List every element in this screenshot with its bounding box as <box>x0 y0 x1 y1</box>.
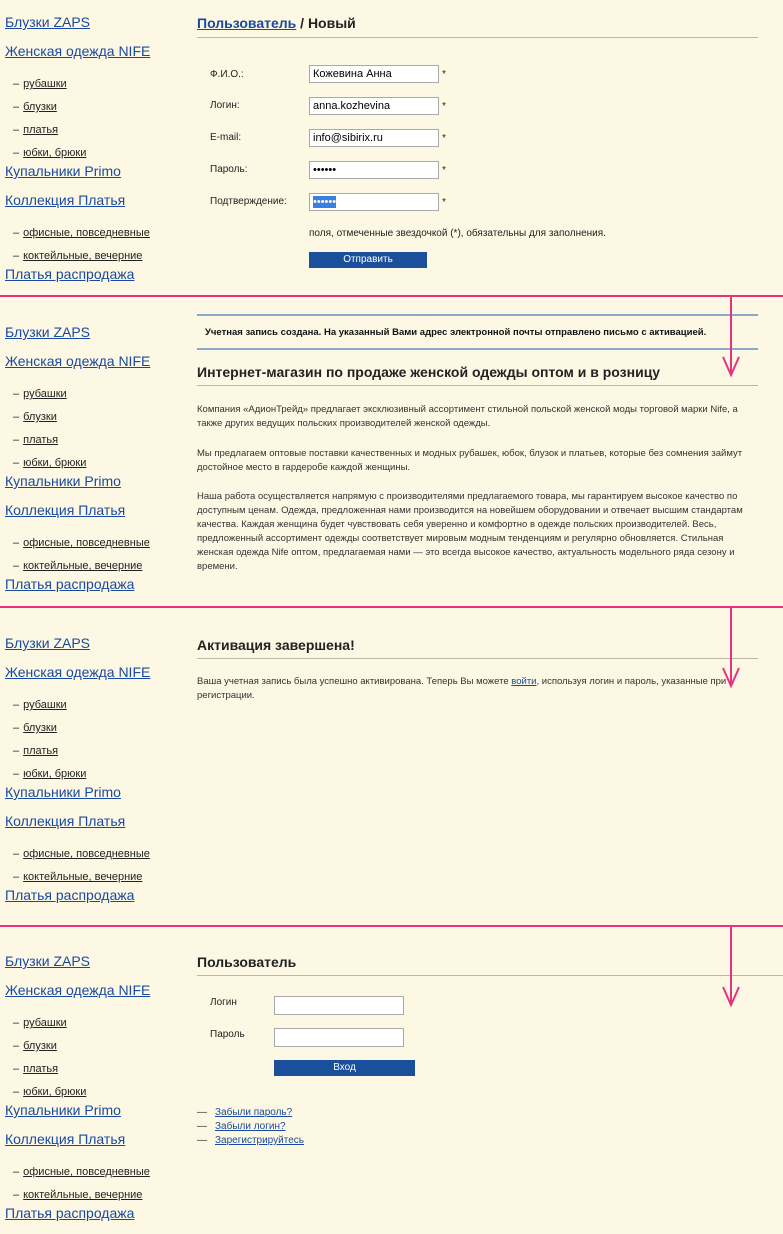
sidebar-sub-platya[interactable]: платья <box>23 434 59 446</box>
sidebar-category-bluzki-zaps[interactable]: Блузки ZAPS <box>5 324 91 340</box>
content-paragraph: Мы предлагаем оптовые поставки качественных и модных рубашек, юбок, блузок и платьев, которые без сомнения займут достойное место в гардеробе каждой женщины. <box>197 448 743 473</box>
login-button[interactable]: Вход <box>274 1060 415 1076</box>
section-separator <box>0 606 783 608</box>
sidebar-sub-bluzki[interactable]: блузки <box>23 411 57 423</box>
forgot-password-item: — Забыли пароль? <box>197 1107 293 1118</box>
sidebar-category-bluzki-zaps[interactable]: Блузки ZAPS <box>5 14 91 30</box>
sidebar-category-nife[interactable]: Женская одежда NIFE <box>5 43 151 59</box>
sidebar-sub-item: – коктейльные, вечерние <box>13 1189 143 1201</box>
password-field[interactable] <box>274 1028 404 1047</box>
title-divider <box>197 658 758 659</box>
sidebar-sub-item: – рубашки <box>13 78 67 90</box>
fio-field[interactable] <box>309 65 439 83</box>
sidebar-sub-platya[interactable]: платья <box>23 124 59 136</box>
sidebar-category-dresses[interactable]: Коллекция Платья <box>5 813 126 829</box>
sidebar-sub-item: – юбки, брюки <box>13 457 87 469</box>
sidebar-sub-item: – блузки <box>13 1040 57 1052</box>
required-star: * <box>442 133 446 144</box>
sidebar-category-sale[interactable]: Платья распродажа <box>5 1205 135 1221</box>
sidebar-sub-item: – офисные, повседневные <box>13 1166 150 1178</box>
content-paragraph: Компания «АдионТрейд» предлагает эксклюзивный ассортимент стильной польской женской моды торговой марки Nife, а также других ведущих польских производителей женской одежды. <box>197 404 738 429</box>
page-title <box>197 15 356 31</box>
register-link[interactable]: Зарегистрируйтесь <box>215 1135 304 1146</box>
sidebar-sub-item: – коктейльные, вечерние <box>13 871 143 883</box>
activation-panel <box>0 621 783 926</box>
sidebar-category-dresses[interactable]: Коллекция Платья <box>5 1131 126 1147</box>
confirm-field[interactable] <box>309 193 439 211</box>
sidebar-sub-rubashki[interactable]: рубашки <box>23 699 67 711</box>
sidebar-sub-bluzki[interactable]: блузки <box>23 101 57 113</box>
sidebar-sub-cocktail[interactable]: коктейльные, вечерние <box>23 1189 143 1201</box>
fio-label: Ф.И.О.: <box>210 69 244 80</box>
sidebar-sub-yubki[interactable]: юбки, брюки <box>23 768 87 780</box>
sidebar-sub-item: – юбки, брюки <box>13 147 87 159</box>
sidebar-sub-item: – платья <box>13 124 59 136</box>
sidebar-sub-rubashki[interactable]: рубашки <box>23 1017 67 1029</box>
password-field[interactable] <box>309 161 439 179</box>
forgot-login-link[interactable]: Забыли логин? <box>215 1121 286 1132</box>
sidebar-sub-rubashki[interactable]: рубашки <box>23 388 67 400</box>
notice-border-top <box>197 314 758 316</box>
sidebar-sub-item: – коктейльные, вечерние <box>13 250 143 262</box>
sidebar-sub-rubashki[interactable]: рубашки <box>23 78 67 90</box>
sidebar-category-nife[interactable]: Женская одежда NIFE <box>5 353 151 369</box>
sidebar-sub-item: – рубашки <box>13 388 67 400</box>
sidebar-sub-cocktail[interactable]: коктейльные, вечерние <box>23 250 143 262</box>
submit-button[interactable]: Отправить <box>309 252 427 268</box>
sidebar-sub-item: – юбки, брюки <box>13 768 87 780</box>
forgot-login-item: — Забыли логин? <box>197 1121 286 1132</box>
sidebar-sub-item: – офисные, повседневные <box>13 848 150 860</box>
sidebar-sub-office[interactable]: офисные, повседневные <box>23 1166 150 1178</box>
sidebar-category-primo[interactable]: Купальники Primo <box>5 163 121 179</box>
content-paragraph: Наша работа осуществляется напрямую с производителями предлагаемого товара, мы гарантируем высокое качество по доступным ценам. Одежда, предложенная нами производится на новейшем оборудовании и отвечает высшим стандартам качества. Каждая женщина будет чувствовать себя уверенно и комфортно в одежде польских производителей. Весь, предложенный ассортимент одежды соответствует мировым модным тенденциям и регулярно обновляется. Стильная женская одежда Nife оптом, предлагаемая нами — это всегда высокое качество, актуальность модельного ряда сезону и времени. <box>197 491 743 572</box>
sidebar-sub-office[interactable]: офисные, повседневные <box>23 227 150 239</box>
email-label: E-mail: <box>210 132 242 143</box>
section-separator <box>0 295 783 297</box>
sidebar-category-primo[interactable]: Купальники Primo <box>5 784 121 800</box>
sidebar-category-dresses[interactable]: Коллекция Платья <box>5 502 126 518</box>
sidebar-category-primo[interactable]: Купальники Primo <box>5 1102 121 1118</box>
breadcrumb-user-link[interactable]: Пользователь <box>197 15 297 31</box>
sidebar-sub-item: – блузки <box>13 101 57 113</box>
sidebar-sub-office[interactable]: офисные, повседневные <box>23 537 150 549</box>
title-divider <box>197 37 758 38</box>
sidebar-sub-item: – платья <box>13 1063 59 1075</box>
title-divider <box>197 975 783 976</box>
sidebar-category-dresses[interactable]: Коллекция Платья <box>5 192 126 208</box>
confirm-label: Подтверждение: <box>210 196 287 207</box>
login-link[interactable]: войти <box>511 676 537 687</box>
account-created-panel <box>0 310 783 607</box>
required-note: поля, отмеченные звездочкой (*), обязательны для заполнения. <box>309 228 606 239</box>
required-star: * <box>442 69 446 80</box>
page-title: Интернет-магазин по продаже женской одежды оптом и в розницу <box>197 364 661 380</box>
login-label: Логин <box>210 997 237 1008</box>
selected-text: •••••• <box>313 196 337 208</box>
sidebar-sub-platya[interactable]: платья <box>23 1063 59 1075</box>
register-item: — Зарегистрируйтесь <box>197 1135 304 1146</box>
sidebar-sub-item: – платья <box>13 434 59 446</box>
sidebar-sub-yubki[interactable]: юбки, брюки <box>23 457 87 469</box>
activation-message: Ваша учетная запись была успешно активирована. Теперь Вы можете войти, используя логин и пароль, указанные при регистрации. <box>197 676 727 701</box>
sidebar-category-sale[interactable]: Платья распродажа <box>5 576 135 592</box>
down-arrow-icon <box>722 927 740 1007</box>
sidebar-sub-item: – рубашки <box>13 1017 67 1029</box>
page-title: Активация завершена! <box>197 637 355 653</box>
registration-panel <box>0 0 783 297</box>
sidebar-sub-item: – платья <box>13 745 59 757</box>
page-title: Пользователь <box>197 954 297 970</box>
sidebar-sub-yubki[interactable]: юбки, брюки <box>23 1086 87 1098</box>
breadcrumb-current: / Новый <box>300 15 356 31</box>
email-field[interactable] <box>309 129 439 147</box>
sidebar-sub-item: – коктейльные, вечерние <box>13 560 143 572</box>
section-separator <box>0 925 783 927</box>
title-divider <box>197 385 758 386</box>
sidebar-sub-platya[interactable]: платья <box>23 745 59 757</box>
sidebar-category-sale[interactable]: Платья распродажа <box>5 266 135 282</box>
forgot-password-link[interactable]: Забыли пароль? <box>215 1107 293 1118</box>
sidebar-category-sale[interactable]: Платья распродажа <box>5 887 135 903</box>
sidebar-sub-cocktail[interactable]: коктейльные, вечерние <box>23 871 143 883</box>
down-arrow-icon <box>722 608 740 688</box>
sidebar-sub-item: – офисные, повседневные <box>13 537 150 549</box>
required-star: * <box>442 101 446 112</box>
sidebar-sub-item: – юбки, брюки <box>13 1086 87 1098</box>
sidebar-sub-item: – блузки <box>13 411 57 423</box>
sidebar-sub-yubki[interactable]: юбки, брюки <box>23 147 87 159</box>
sidebar-category-primo[interactable]: Купальники Primo <box>5 473 121 489</box>
sidebar-sub-cocktail[interactable]: коктейльные, вечерние <box>23 560 143 572</box>
notice-border-bottom <box>197 348 758 350</box>
login-label: Логин: <box>210 100 240 111</box>
sidebar-sub-item: – офисные, повседневные <box>13 227 150 239</box>
login-field[interactable] <box>274 996 404 1015</box>
sidebar-category-bluzki-zaps[interactable]: Блузки ZAPS <box>5 635 91 651</box>
account-created-notice: Учетная запись создана. На указанный Вами адрес электронной почты отправлено письмо с активацией. <box>205 327 707 338</box>
sidebar-category-nife[interactable]: Женская одежда NIFE <box>5 982 151 998</box>
sidebar-sub-bluzki[interactable]: блузки <box>23 722 57 734</box>
required-star: * <box>442 165 446 176</box>
login-field[interactable] <box>309 97 439 115</box>
password-label: Пароль: <box>210 164 248 175</box>
down-arrow-icon <box>722 297 740 377</box>
sidebar-sub-item: – блузки <box>13 722 57 734</box>
sidebar-sub-bluzki[interactable]: блузки <box>23 1040 57 1052</box>
sidebar-category-bluzki-zaps[interactable]: Блузки ZAPS <box>5 953 91 969</box>
required-star: * <box>442 197 446 208</box>
sidebar-sub-item: – рубашки <box>13 699 67 711</box>
password-label: Пароль <box>210 1029 245 1040</box>
sidebar-sub-office[interactable]: офисные, повседневные <box>23 848 150 860</box>
sidebar-category-nife[interactable]: Женская одежда NIFE <box>5 664 151 680</box>
login-panel <box>0 939 783 1234</box>
